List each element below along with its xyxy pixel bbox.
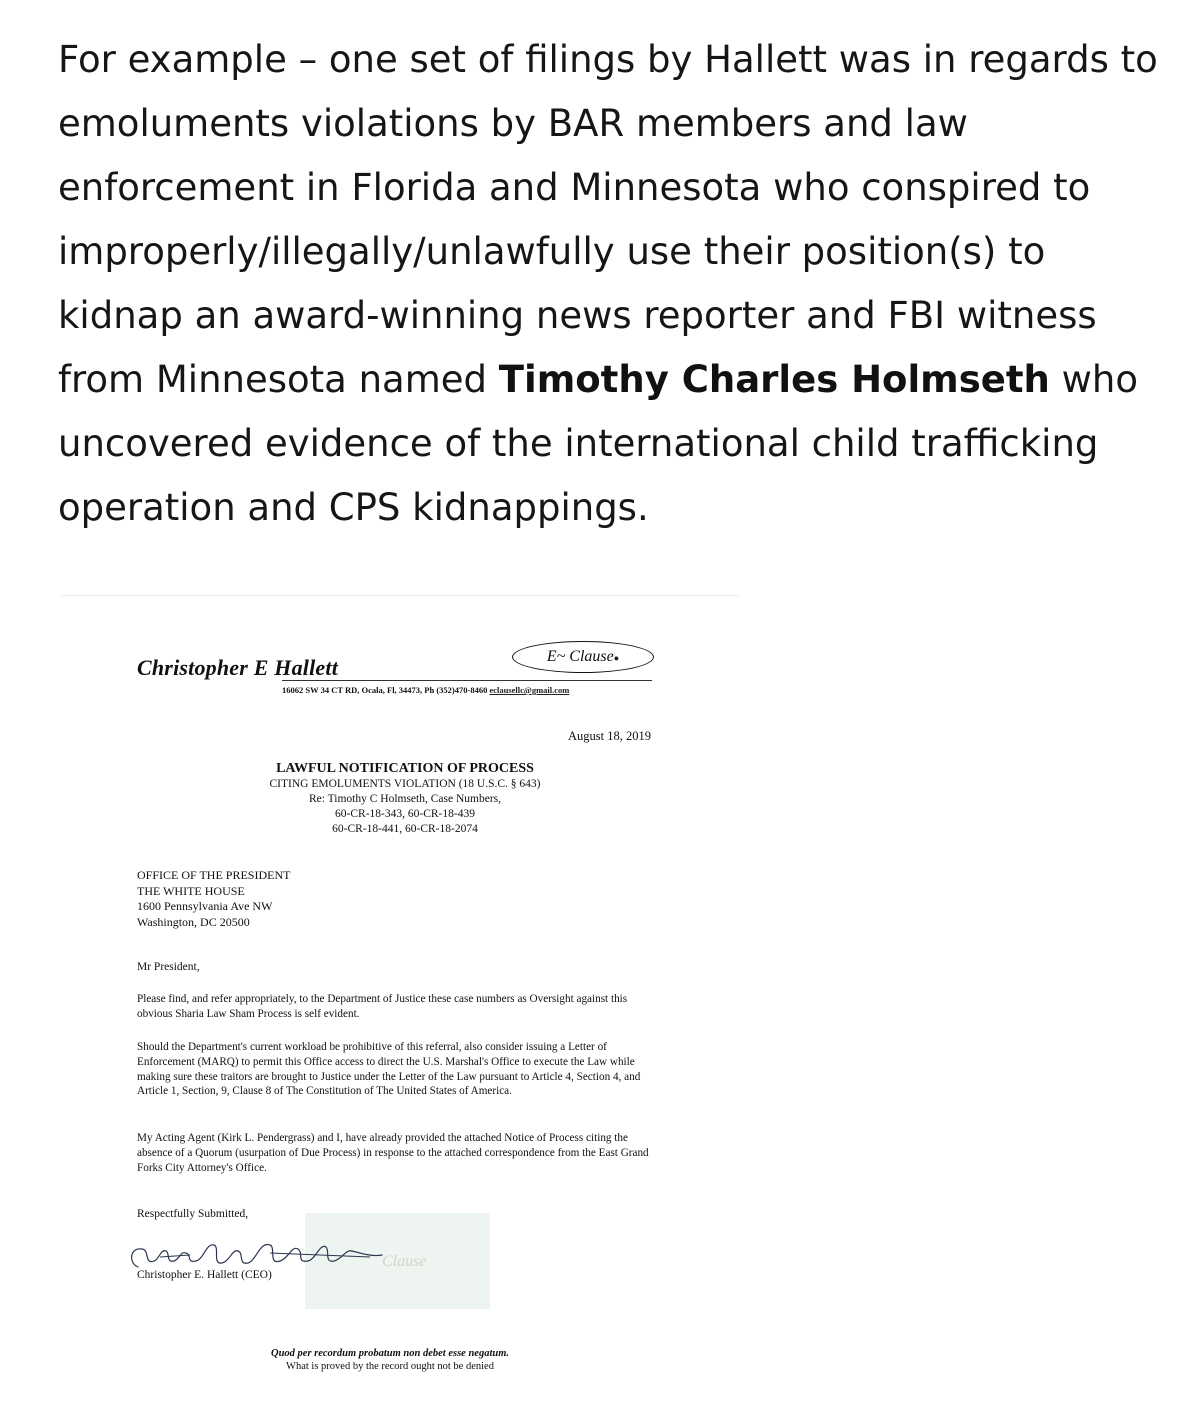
recipient-line-3: 1600 Pennsylvania Ave NW	[137, 899, 273, 913]
letterhead-sender-name: Christopher E Hallett	[137, 655, 339, 680]
latin-motto	[220, 1347, 560, 1373]
letterhead-address	[282, 685, 569, 695]
article-text-before: For example – one set of filings by Hallett was in regards to emoluments violations by BAR members and law enforcement in Florida and Minnesota who conspired to improperly/illegally/unlawfully use their position(s) to kidnap an award-winning news reporter and FBI witness from Minnesota named	[58, 38, 1158, 401]
logo-dot-icon: ●	[613, 653, 620, 663]
subject-block	[200, 760, 610, 837]
subject-line-2: Re: Timothy C Holmseth, Case Numbers,	[309, 793, 501, 805]
subject-line-1: CITING EMOLUMENTS VIOLATION (18 U.S.C. § 643)	[269, 778, 541, 790]
salutation: Mr President,	[137, 961, 200, 973]
scanned-letter-image	[60, 595, 740, 1375]
email-link[interactable]: eclausellc@gmail.com	[489, 685, 570, 695]
recipient-line-4: Washington, DC 20500	[137, 914, 250, 929]
article-text-after: who uncovered evidence of the international child trafficking operation and CPS kidnappings.	[58, 358, 1138, 529]
motto-latin: Quod per recordum probatum non debet esse negatum.	[270, 1348, 509, 1359]
article-paragraph	[58, 28, 1158, 540]
eclause-logo-text: E~ Clause	[546, 648, 614, 665]
eclause-logo	[512, 641, 654, 673]
motto-english: What is proved by the record ought not be denied	[286, 1361, 494, 1372]
recipient-line-2: THE WHITE HOUSE	[137, 883, 245, 898]
letterhead-rule	[282, 680, 652, 681]
letter-date: August 18, 2019	[568, 729, 651, 743]
letter-paragraph-2: Should the Department's current workload be prohibitive of this referral, also consider issuing a Letter of Enforcement (MARQ) to permit this Office access to direct the U.S. Marshal's Office to execute the Law while making sure these traitors are brought to Justice under the Letter of the Law pursuant to Article 4, Section 4, and Article 1, Section, 9, Clause 8 of The Constitution of The United States of America.	[137, 1041, 641, 1098]
subject-line-4: 60-CR-18-441, 60-CR-18-2074	[332, 823, 478, 835]
recipient-address	[137, 868, 290, 930]
article-bold-name: Timothy Charles Holmseth	[498, 358, 1050, 401]
letter-paragraph-3: My Acting Agent (Kirk L. Pendergrass) and I, have already provided the attached Notice of Process citing the absence of a Quorum (usurpation of Due Process) in response to the attached correspondence from the East Grand Forks City Attorney's Office.	[137, 1132, 649, 1174]
signed-name: Christopher E. Hallett (CEO)	[137, 1269, 272, 1281]
closing: Respectfully Submitted,	[137, 1208, 249, 1220]
scan-edge	[60, 595, 740, 596]
stamp-lettering: Clause	[382, 1253, 427, 1270]
address-text: 16062 SW 34 CT RD, Ocala, Fl, 34473, Ph (352)470-8460	[282, 685, 490, 695]
recipient-line-1: OFFICE OF THE PRESIDENT	[137, 868, 291, 882]
letter-paragraph-1: Please find, and refer appropriately, to the Department of Justice these case numbers as Oversight against this obvious Sharia Law Sham Process is self evident.	[137, 993, 628, 1020]
subject-line-3: 60-CR-18-343, 60-CR-18-439	[335, 808, 475, 820]
subject-title: LAWFUL NOTIFICATION OF PROCESS	[276, 761, 534, 776]
